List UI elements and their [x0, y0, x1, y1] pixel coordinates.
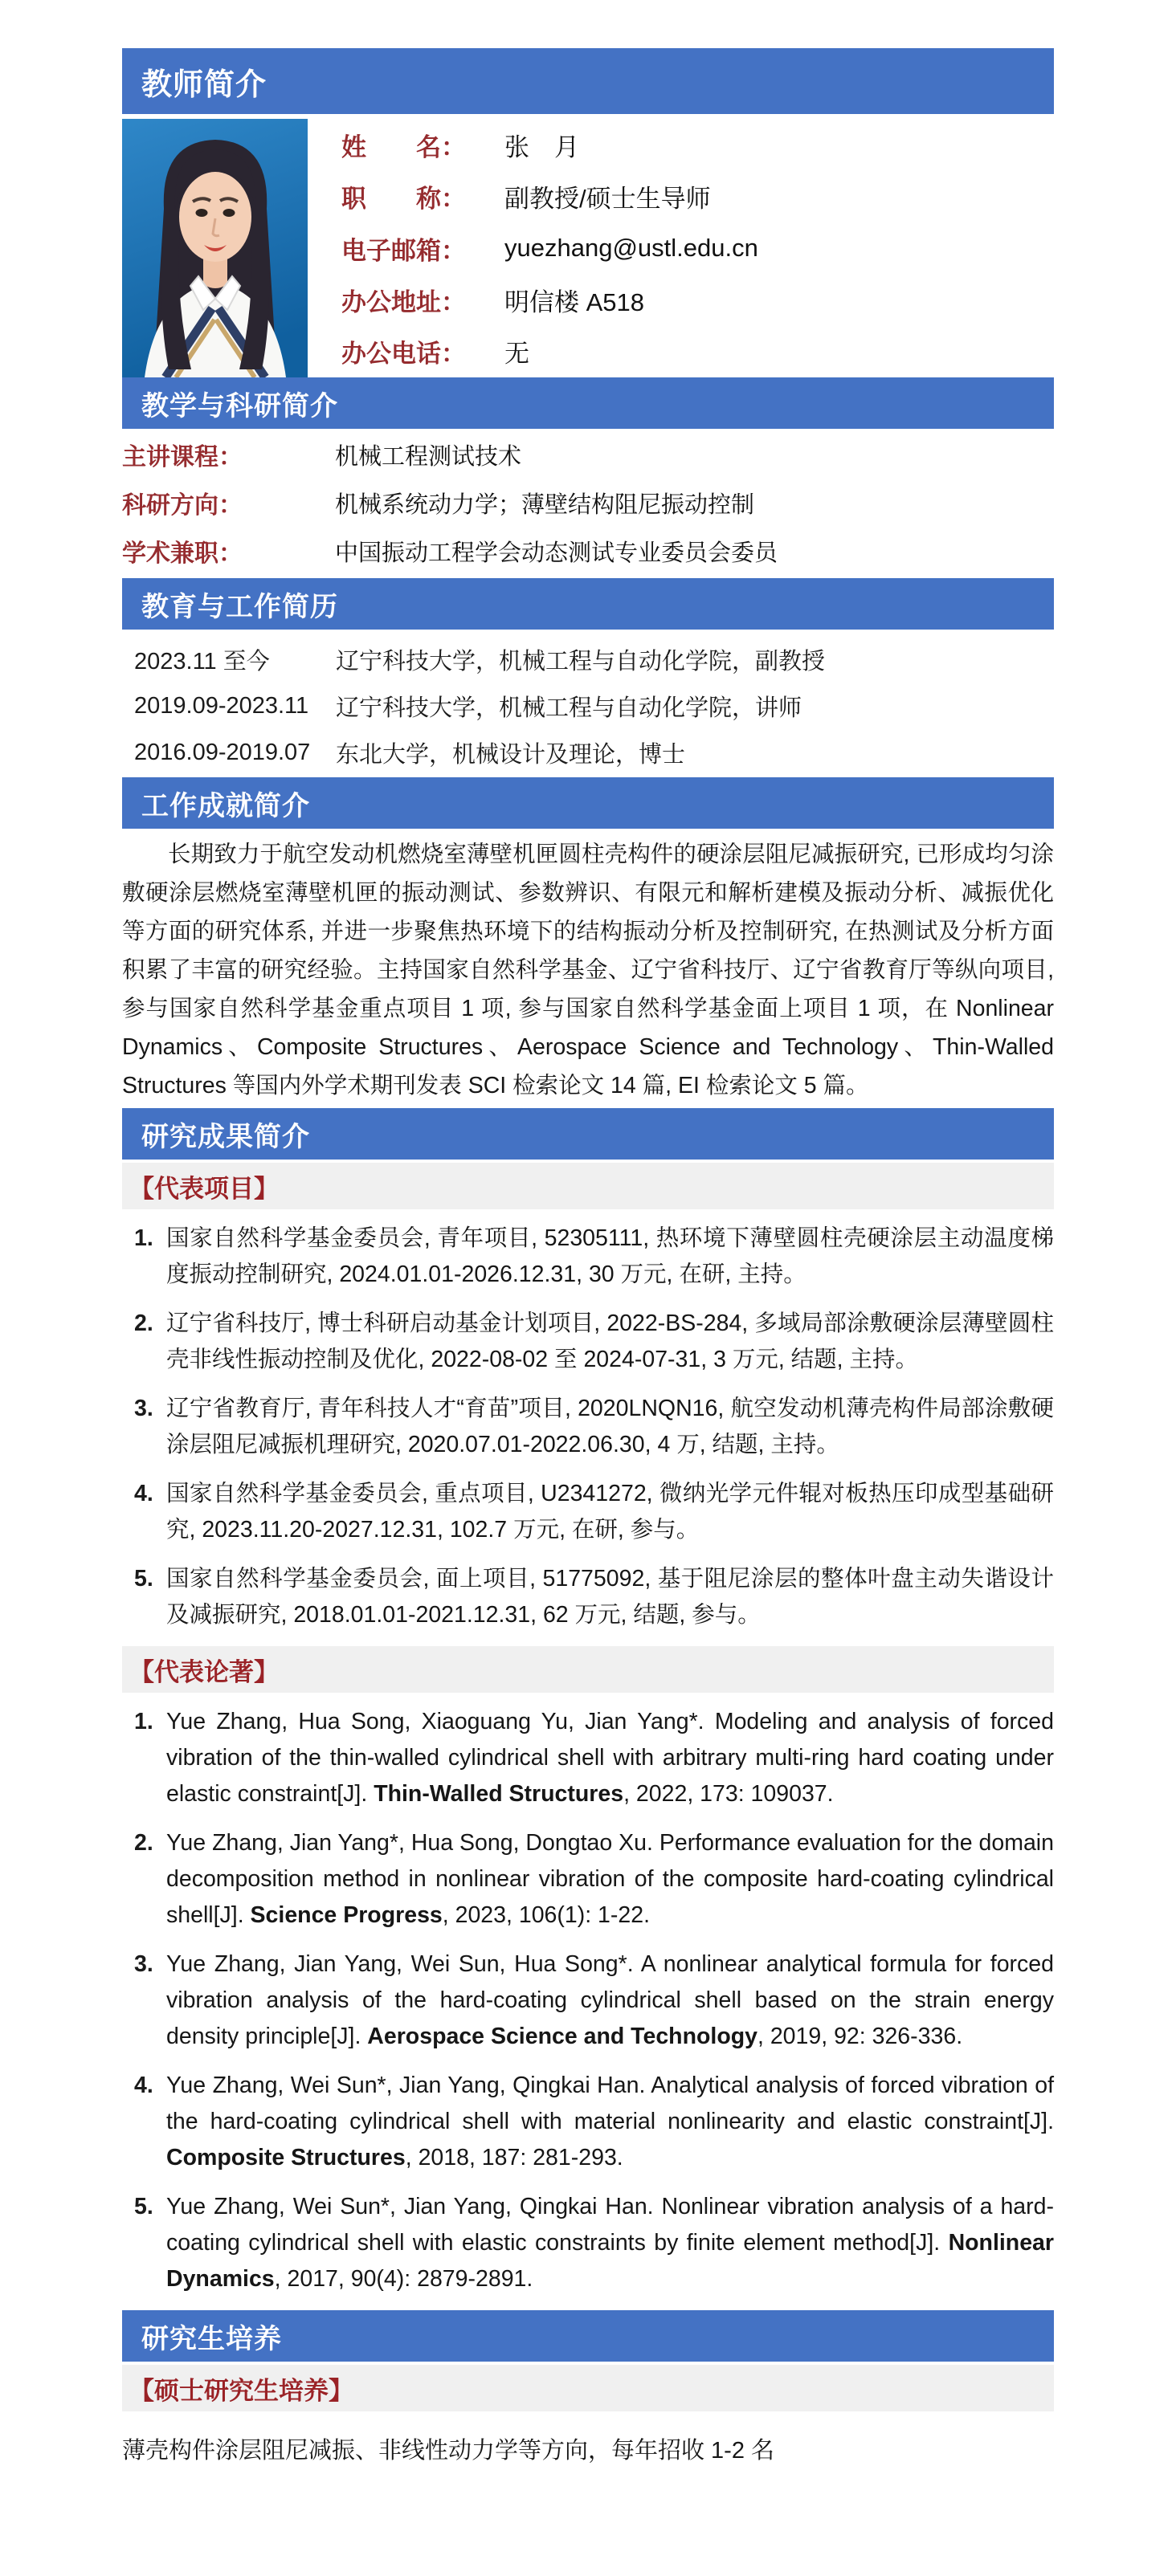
section-bar-graduate-training [122, 2310, 1054, 2362]
section-title: 教师简介 [141, 67, 267, 102]
project-item [134, 1391, 1054, 1463]
subheading-text: 【代表项目】 [129, 1174, 279, 1203]
research-direction-value: 机械系统动力学；薄壁结构阻尼振动控制 [335, 491, 755, 518]
section-bar-teaching-research [122, 377, 1054, 429]
journal-name: Aerospace Science and Technology [367, 2024, 757, 2049]
office-phone-label: 办公电话： [341, 340, 466, 369]
citation-post: , 2022, 173: 109037. [623, 1781, 834, 1807]
period: 2019.09-2023.11 [134, 692, 309, 719]
item-number: 5. [134, 1566, 153, 1592]
journal-name: Science Progress [250, 1902, 443, 1928]
citation-pre: Yue Zhang, Jian Yang*, Hua Song, Dongtao Xu. Performance evaluation for the domain decomposition method in nonlinear vibration of the composite hard-coating cylindrical shell[J]. [166, 1830, 1054, 1928]
project-text: 辽宁省科技厅, 博士科研启动基金计划项目, 2022-BS-284, 多域局部涂敷硬涂层薄壁圆柱壳非线性振动控制及优化, 2022-08-02 至 2024-07-31, 3 万元, 结题, 主持。 [166, 1310, 1054, 1372]
publication-text [166, 1704, 1054, 1812]
courses-value: 机械工程测试技术 [335, 443, 522, 470]
journal-name: Thin-Walled Structures [374, 1781, 624, 1807]
citation-pre: Yue Zhang, Hua Song, Xiaoguang Yu, Jian Yang*. Modeling and analysis of forced vibration of the thin-walled cylindrical shell with arbitrary multi-ring hard coating under elastic constraint[J]. [166, 1709, 1054, 1807]
section-bar-teacher-intro [122, 48, 1054, 114]
education-row [122, 636, 1054, 683]
academic-posts-value: 中国振动工程学会动态测试专业委员会委员 [335, 540, 778, 566]
research-direction-label: 科研方向： [122, 492, 243, 519]
email-value: yuezhang@ustl.edu.cn [504, 234, 758, 262]
project-item [134, 1221, 1054, 1293]
subheading-text: 【代表论著】 [129, 1657, 279, 1686]
item-number: 1. [134, 1709, 153, 1734]
journal-name: Nonlinear Dynamics [166, 2230, 1054, 2292]
title-label: 职 称： [341, 185, 466, 214]
item-number: 1. [134, 1225, 153, 1251]
profile-info [341, 119, 1054, 377]
row-research-direction [122, 479, 1054, 527]
item-number: 4. [134, 2073, 153, 2098]
info-row-title [341, 170, 1054, 222]
section-title: 工作成就简介 [141, 790, 310, 821]
publication-item [134, 2189, 1054, 2297]
detail: 东北大学，机械设计及理论，博士 [336, 741, 686, 768]
citation-post: , 2017, 90(4): 2879-2891. [274, 2266, 533, 2292]
publication-item [134, 1825, 1054, 1934]
citation-pre: Yue Zhang, Wei Sun*, Jian Yang, Qingkai Han. Analytical analysis of forced vibration of the hard-coating cylindrical shell with material nonlinearity and elastic constraint[J]. [166, 2073, 1054, 2134]
office-address-value: 明信楼 A518 [504, 287, 645, 316]
project-item [134, 1561, 1054, 1633]
journal-name: Composite Structures [166, 2145, 406, 2170]
section-bar-achievements [122, 777, 1054, 829]
info-row-office-phone [341, 326, 1054, 377]
education-row [122, 729, 1054, 776]
content-column [122, 48, 1054, 2465]
name-value: 张 月 [504, 132, 579, 161]
project-item [134, 1306, 1054, 1378]
education-work-block [122, 636, 1054, 776]
project-text: 辽宁省教育厅, 青年科技人才“育苗”项目, 2020LNQN16, 航空发动机薄壳构件局部涂敷硬涂层阻尼减振机理研究, 2020.07.01-2022.06.30, 4 万, 结题, 主持。 [166, 1396, 1054, 1457]
row-academic-posts [122, 527, 1054, 575]
office-phone-value: 无 [504, 340, 529, 369]
achievements-paragraph: 长期致力于航空发动机燃烧室薄壁机匣圆柱壳构件的硬涂层阻尼减振研究, 已形成均匀涂敷硬涂层燃烧室薄壁机匣的振动测试、参数辨识、有限元和解析建模及振动分析、减振优化等方面的研究体系, 并进一步聚焦热环境下的结构振动分析及控制研究, 在热测试及分析方面积累了丰富的研究经验。主持国家自然科学基金、辽宁省科技厅、辽宁省教育厅等纵向项目, 参与国家自然科学基金重点项目 1 项, 参与国家自然科学基金面上项目 1 项，在 Nonlinear Dynamics、Composite Structures、Aerospace Science and Technology、Thin-Walled Structures 等国内外学术期刊发表 SCI 检索论文 14 篇, EI 检索论文 5 篇。 [122, 842, 1054, 1098]
publication-text [166, 1946, 1054, 2055]
citation-pre: Yue Zhang, Jian Yang, Wei Sun, Hua Song*. A nonlinear analytical formula for forced vibration analysis of the hard-coating cylindrical shell based on the strain energy density principle[J]. [166, 1951, 1054, 2049]
citation-post: , 2023, 106(1): 1-22. [442, 1902, 651, 1928]
detail: 辽宁科技大学，机械工程与自动化学院，讲师 [336, 695, 802, 721]
section-title: 教育与工作简历 [141, 591, 338, 622]
period: 2016.09-2019.07 [134, 739, 311, 765]
title-value: 副教授/硕士生导师 [504, 185, 711, 214]
profile-block [122, 119, 1054, 377]
info-row-email [341, 222, 1054, 274]
item-number: 2. [134, 1830, 153, 1856]
citation-pre: Yue Zhang, Wei Sun*, Jian Yang, Qingkai Han. Nonlinear vibration analysis of a hard-coating cylindrical shell with elastic constraints by finite element method[J]. [166, 2194, 1054, 2256]
education-row [122, 683, 1054, 729]
project-text: 国家自然科学基金委员会, 重点项目, U2341272, 微纳光学元件辊对板热压印成型基础研究, 2023.11.20-2027.12.31, 102.7 万元, 在研, 参与。 [166, 1481, 1054, 1543]
profile-photo [122, 119, 308, 377]
info-row-office-address [341, 274, 1054, 325]
publication-item [134, 1946, 1054, 2055]
subheading-representative-projects [122, 1163, 1054, 1209]
publication-text [166, 1825, 1054, 1934]
project-text: 国家自然科学基金委员会, 青年项目, 52305111, 热环境下薄壁圆柱壳硬涂层主动温度梯度振动控制研究, 2024.01.01-2026.12.31, 30 万元, 在研, 主持。 [166, 1225, 1054, 1287]
item-number: 3. [134, 1951, 153, 1977]
name-label: 姓 名： [341, 132, 466, 161]
teaching-research-block [122, 429, 1054, 575]
citation-post: , 2018, 187: 281-293. [405, 2145, 623, 2170]
courses-label: 主讲课程： [122, 444, 243, 471]
info-row-name [341, 119, 1054, 170]
project-text: 国家自然科学基金委员会, 面上项目, 51775092, 基于阻尼涂层的整体叶盘主动失谐设计及减振研究, 2018.01.01-2021.12.31, 62 万元, 结题, 参与。 [166, 1566, 1054, 1628]
subheading-representative-publications [122, 1646, 1054, 1693]
detail: 辽宁科技大学，机械工程与自动化学院，副教授 [336, 648, 826, 675]
item-number: 5. [134, 2194, 153, 2219]
section-title: 教学与科研简介 [141, 390, 338, 422]
subheading-text: 【硕士研究生培养】 [129, 2376, 353, 2405]
publication-text [166, 2068, 1054, 2176]
graduate-recruiting-note: 薄壳构件涂层阻尼减振、非线性动力学等方向，每年招收 1-2 名 [122, 2438, 775, 2464]
period: 2023.11 至今 [134, 648, 270, 675]
academic-posts-label: 学术兼职： [122, 540, 243, 567]
publications-list [122, 1704, 1054, 2297]
citation-post: , 2019, 92: 326-336. [757, 2024, 963, 2049]
project-item [134, 1476, 1054, 1548]
office-address-label: 办公地址： [341, 287, 466, 316]
projects-list [122, 1221, 1054, 1633]
publication-text [166, 2189, 1054, 2297]
publication-item [134, 2068, 1054, 2176]
publication-item [134, 1704, 1054, 1812]
row-courses [122, 430, 1054, 479]
section-bar-education-work [122, 578, 1054, 630]
item-number: 3. [134, 1396, 153, 1421]
section-title: 研究成果简介 [141, 1121, 310, 1152]
item-number: 4. [134, 1481, 153, 1506]
portrait-illustration [122, 119, 308, 377]
email-label: 电子邮箱： [341, 236, 466, 265]
section-title: 研究生培养 [141, 2323, 282, 2354]
subheading-master-training [122, 2365, 1054, 2411]
section-bar-research-results [122, 1108, 1054, 1160]
item-number: 2. [134, 1310, 153, 1336]
